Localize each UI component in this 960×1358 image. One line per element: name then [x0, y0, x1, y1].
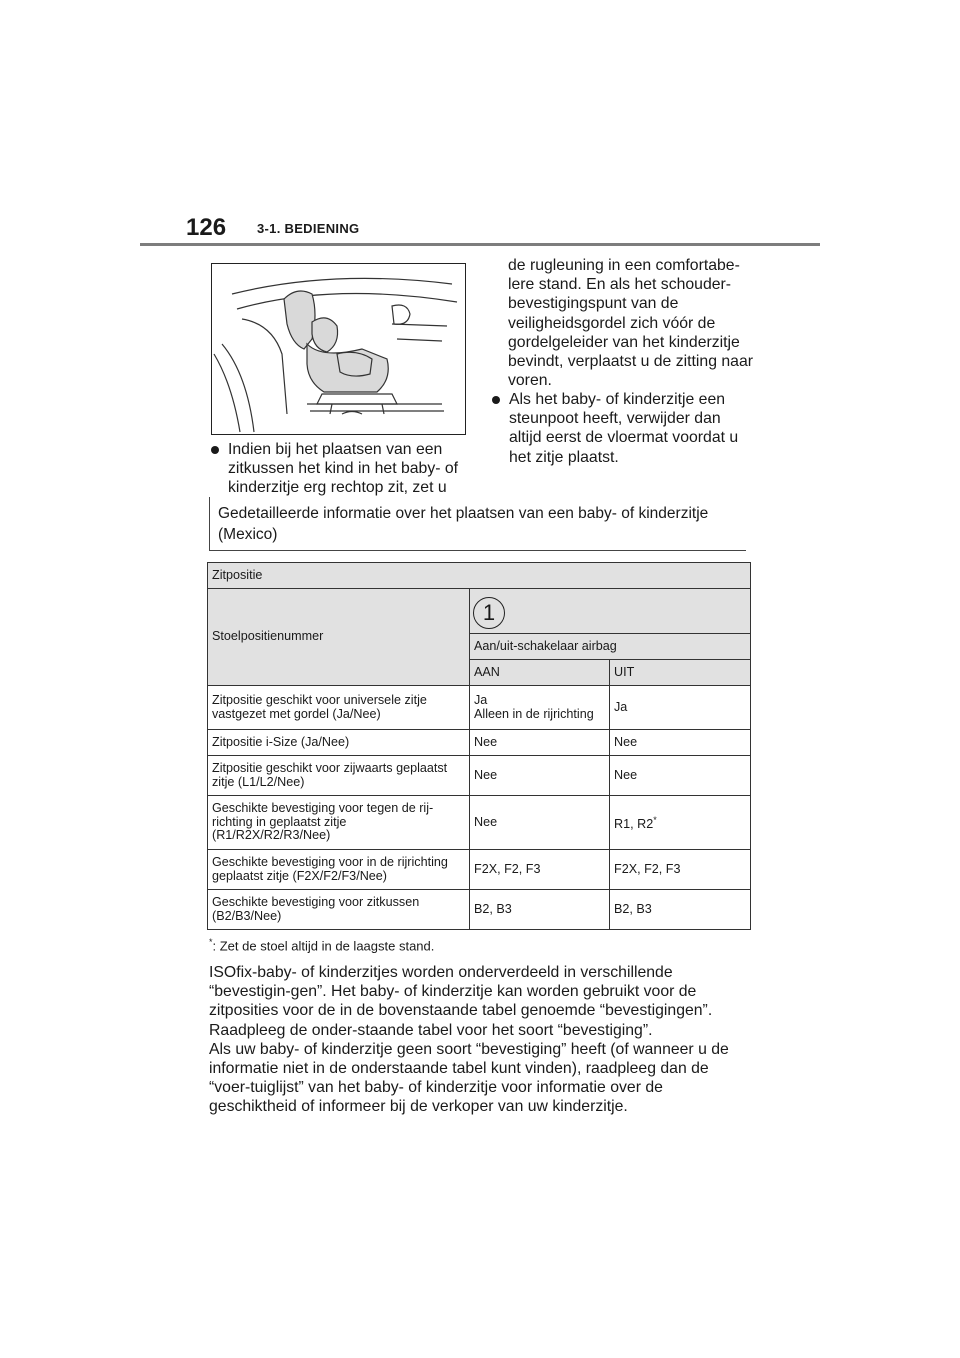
- row-uit: [610, 796, 751, 850]
- body-paragraph: [209, 963, 749, 1117]
- row-uit: Nee: [610, 730, 751, 756]
- table-row: [208, 796, 751, 850]
- bullet-dot-icon: [492, 396, 500, 404]
- footnote-marker: *: [653, 814, 657, 825]
- bullet-dot-icon: [211, 446, 219, 454]
- header-divider: [140, 243, 820, 246]
- table-header-uit: UIT: [610, 660, 751, 686]
- footnote-text: : Zet de stoel altijd in de laagste stand.: [212, 938, 435, 954]
- row-label: Zitpositie geschikt voor universele zitje vastgezet met gordel (Ja/Nee): [208, 686, 470, 730]
- row-uit: Ja: [610, 686, 751, 730]
- row-label: Zitpositie i-Size (Ja/Nee): [208, 730, 470, 756]
- row-label: Geschikte bevestiging voor in de rijrichting geplaatst zitje (F2X/F2/F3/Nee): [208, 850, 470, 890]
- row-aan: [470, 686, 610, 730]
- row-aan: Nee: [470, 756, 610, 796]
- table-header-aan: AAN: [470, 660, 610, 686]
- row-aan-line1: Ja: [474, 693, 488, 707]
- row-aan-line2: Alleen in de rijrichting: [474, 706, 594, 721]
- seat-position-table: [207, 562, 751, 930]
- table-header-zitpositie: Zitpositie: [208, 563, 751, 589]
- row-label: Zitpositie geschikt voor zijwaarts geplaatst zitje (L1/L2/Nee): [208, 756, 470, 796]
- row-aan: F2X, F2, F3: [470, 850, 610, 890]
- section-title: 3-1. BEDIENING: [257, 221, 360, 236]
- footnote: [209, 937, 434, 953]
- page-number: 126: [186, 214, 227, 241]
- table-row: [208, 686, 751, 730]
- table-row: [208, 890, 751, 930]
- row-uit: F2X, F2, F3: [610, 850, 751, 890]
- continuation-text: de rugleuning in een comfortabe-lere stand. En als het schouder-bevestigingspunt van de veiligheidsgordel zich vóór de gordelgeleider van het kinderzitje bevindt, verplaatst u de zitting naar voren.: [508, 257, 753, 390]
- row-aan: B2, B3: [470, 890, 610, 930]
- seat-number-cell: [470, 589, 751, 634]
- paragraph-2: Als uw baby- of kinderzitje geen soort “bevestiging” heeft (of wanneer u de informatie niet in de onderstaande tabel kunt vinden), raadpleeg dan de “voer-tuiglijst” van het baby- of kinderzitje voor informatie over de geschiktheid of informeer bij de verkoper van uw kinderzitje.: [209, 1040, 729, 1116]
- bullet-text: Indien bij het plaatsen van een zitkussen het kind in het baby- of kinderzitje erg rechtop zit, zet u: [228, 441, 459, 497]
- info-box: [209, 497, 746, 551]
- row-uit: B2, B3: [610, 890, 751, 930]
- child-seat-in-car-icon: [212, 264, 465, 434]
- row-label: Geschikte bevestiging voor tegen de rij-richting in geplaatst zitje (R1/R2X/R2/R3/Nee): [208, 796, 470, 850]
- table-row: [208, 756, 751, 796]
- paragraph-1: ISOfix-baby- of kinderzitjes worden onderverdeeld in verschillende “bevestigin-gen”. Het baby- of kinderzitje kan worden gebruikt voor de zitposities voor de in de bovenstaande tabel genoemde “bevestigingen”. Raadpleeg de onder-staande tabel voor het soort “bevestiging”.: [209, 964, 713, 1039]
- bullet-text: Als het baby- of kinderzitje een steunpoot heeft, verwijder dan altijd eerst de vloermat voordat u het zitje plaatst.: [509, 391, 739, 466]
- footnote-mark: *: [209, 937, 213, 947]
- table-row: [208, 850, 751, 890]
- row-label: Geschikte bevestiging voor zitkussen (B2/B3/Nee): [208, 890, 470, 930]
- row-aan: Nee: [470, 730, 610, 756]
- row-uit: Nee: [610, 756, 751, 796]
- table-header-stoelpositie: Stoelpositienummer: [208, 589, 470, 686]
- row-uit-value: R1, R2: [614, 816, 654, 831]
- child-seat-illustration: [211, 263, 466, 435]
- seat-number-badge: 1: [473, 597, 505, 629]
- table-header-airbag: Aan/uit-schakelaar airbag: [470, 634, 751, 660]
- info-box-text: Gedetailleerde informatie over het plaatsen van een baby- of kinderzitje (Mexico): [218, 505, 709, 543]
- row-aan: Nee: [470, 796, 610, 850]
- table-row: [208, 730, 751, 756]
